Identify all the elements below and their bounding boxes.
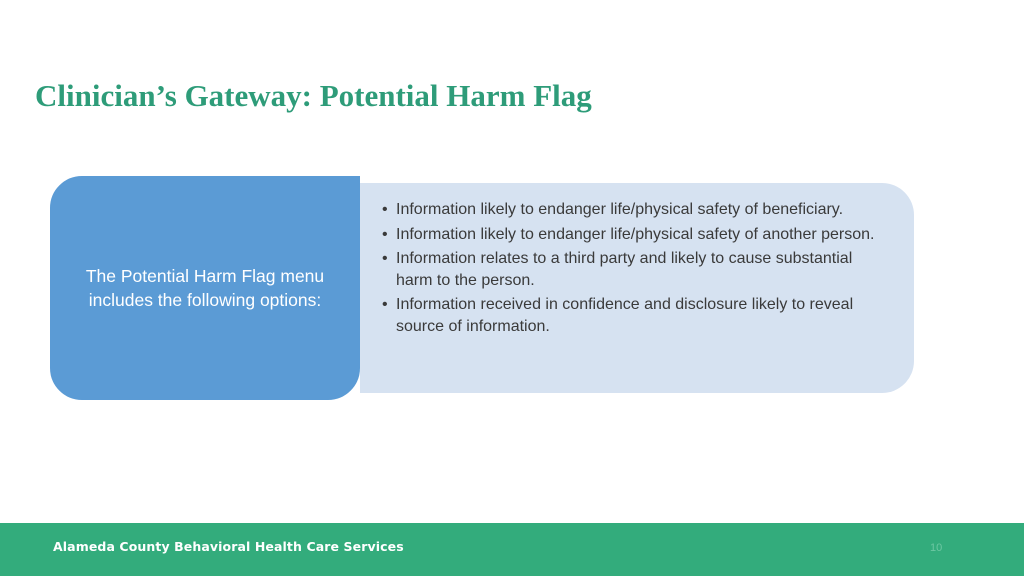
list-item bbox=[382, 199, 884, 221]
footer-bar bbox=[0, 523, 1024, 576]
option-text: Information received in confidence and disclosure likely to reveal source of information. bbox=[396, 296, 854, 335]
bullet-icon: • bbox=[382, 225, 388, 243]
page-number: 10 bbox=[930, 542, 943, 554]
options-list-box bbox=[360, 183, 914, 393]
option-text: Information likely to endanger life/physical safety of another person. bbox=[396, 225, 875, 243]
bullet-icon: • bbox=[382, 250, 388, 267]
list-item bbox=[382, 294, 884, 337]
option-text: Information likely to endanger life/physical safety of beneficiary. bbox=[396, 201, 844, 218]
footer-organization: Alameda County Behavioral Health Care Services bbox=[53, 539, 404, 554]
list-item bbox=[382, 224, 884, 246]
option-text: Information relates to a third party and likely to cause substantial harm to the person. bbox=[396, 250, 853, 289]
options-list bbox=[382, 199, 884, 337]
slide-title: Clinician’s Gateway: Potential Harm Flag bbox=[35, 78, 592, 113]
options-heading-text: The Potential Harm Flag menu includes the following options: bbox=[85, 266, 325, 310]
bullet-icon: • bbox=[382, 296, 388, 313]
list-item bbox=[382, 248, 884, 291]
options-heading-box bbox=[50, 176, 360, 400]
bullet-icon: • bbox=[382, 201, 388, 218]
